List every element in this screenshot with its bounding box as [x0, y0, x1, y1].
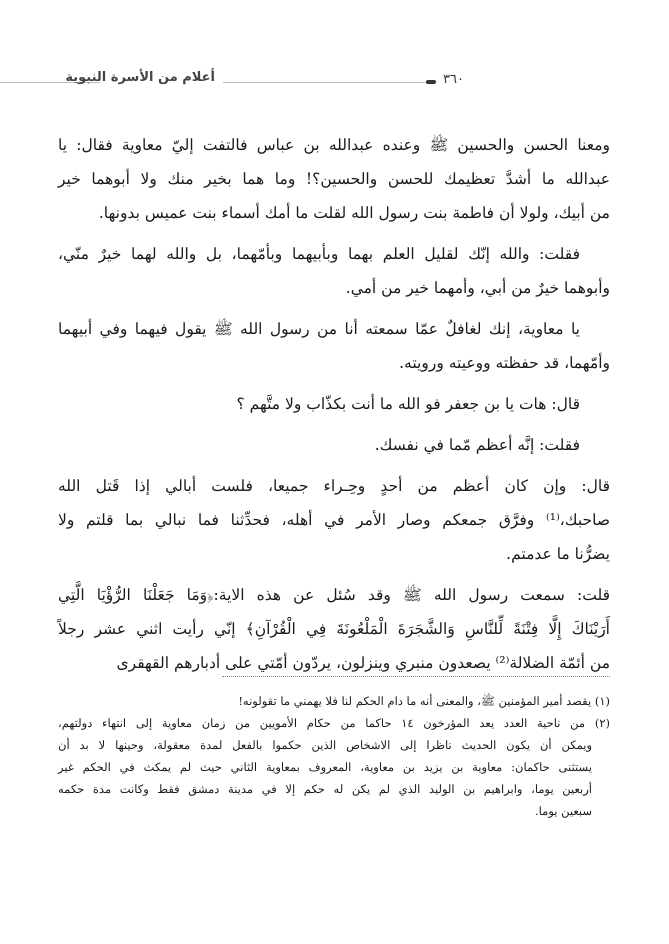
- text-line: يضرُّنا ما عدمتم.: [506, 545, 610, 563]
- paragraph: [58, 312, 610, 380]
- header-ornament: [426, 80, 436, 84]
- footnote-line: (١) يقصد أمير المؤمنين ﷺ، والمعنى أنه ما دام الحكم لنا فلا يهمني ما تقولونه!: [238, 694, 610, 708]
- footnote-line: ويمكن أن يكون الحديث ناظرا إلى الاشخاص الذين حكموا بالفعل لمدة معقولة، وحينها لا بد أن: [58, 738, 592, 752]
- footnotes: [58, 690, 610, 822]
- footnote-line: سبعين يوما.: [535, 804, 592, 818]
- text-line: وأبوهما خيرٌ من أبي، وأمهما خير من أمي.: [345, 279, 610, 297]
- footnote-line: أربعين يوما، وابراهيم بن الوليد الذي لم يكن له حكم إلا في مدينة دمشق فقط وكانت مدة حكمه: [58, 782, 592, 796]
- footnote-line: يستثنى حاكمان: معاوية بن يزيد بن معاوية، المعروف بمعاوية الثاني حيث لم يمكث في الحكم غير: [58, 760, 592, 774]
- text-line: من أبيك، ولولا أن فاطمة بنت رسول الله لقلت ما أمك أسماء بنت عميس بدونها.: [98, 204, 610, 222]
- paragraph: [58, 469, 610, 571]
- paragraph: [58, 128, 610, 230]
- body-text: [58, 128, 610, 687]
- text-line: فقلت: والله إنّك لقليل العلم بهما وبأبيهما وبأمّهما، بل والله لهما خيرٌ منّي،: [58, 245, 580, 263]
- paragraph: [58, 428, 610, 462]
- paragraph: [58, 387, 610, 421]
- text-line: وأمّهما، قد حفظته ووعيته ورويته.: [399, 354, 610, 372]
- text-line: عبدالله ما أشدَّ تعظيمك للحسن والحسين؟! وما هما بخير منك ولا أبوهما خير: [58, 170, 610, 188]
- paragraph: [58, 237, 610, 305]
- text-line: قلت: سمعت رسول الله ﷺ وقد سُئل عن هذه الاية:﴿وَمَا جَعَلْنَا الرُّؤْيَا الَّتِي: [58, 586, 610, 604]
- text-line: فقلت: إنَّه أعظم مّما في نفسك.: [374, 436, 580, 454]
- page-number: ٣٦٠: [443, 72, 464, 87]
- text-line: من أئمّة الضلالة⁽²⁾ يصعدون منبري وينزلون، يردّون أمّتي على أدبارهم القهقرى: [116, 654, 610, 672]
- text-line: ومعنا الحسن والحسين ﷺ وعنده عبدالله بن عباس فالتفت إليّ معاوية فقال: يا: [58, 136, 610, 154]
- paragraph: [58, 578, 610, 680]
- text-line: أَرَيْنَاكَ إِلَّا فِتْنَةً لِّلنَّاسِ وَالشَّجَرَةَ الْمَلْعُونَةَ فِي الْقُرْآنِ﴾ إنّي رأيت اثني عشر رجلاً: [58, 620, 610, 638]
- text-line: قال: وإن كان أعظم من أحدٍ وحِـراء جميعا، فلست أبالي إذا قَتل الله: [58, 477, 610, 495]
- text-line: يا معاوية، إنك لغافلٌ عمّا سمعته أنا من رسول الله ﷺ يقول فيهما وفي أبيهما: [58, 320, 580, 338]
- text-line: صاحبك،⁽¹⁾ وفرَّق جمعكم وصار الأمر في أهله، فحدِّثنا فما نبالي بما قلتم ولا: [58, 511, 610, 529]
- footnote-separator: [222, 676, 610, 677]
- text-line: قال: هات يا بن جعفر فو الله ما أنت بكذّاب ولا متَّهم ؟: [236, 395, 580, 413]
- page-header: [0, 70, 669, 94]
- running-title: أعلام من الأسرة النبوية: [65, 70, 215, 85]
- header-rule: [223, 82, 433, 83]
- footnote-line: (٢) من ناحية العدد يعد المؤرخون ١٤ حاكما من حكام الأمويين من زمان معاوية إلى انتهاء دولتهم،: [58, 716, 610, 730]
